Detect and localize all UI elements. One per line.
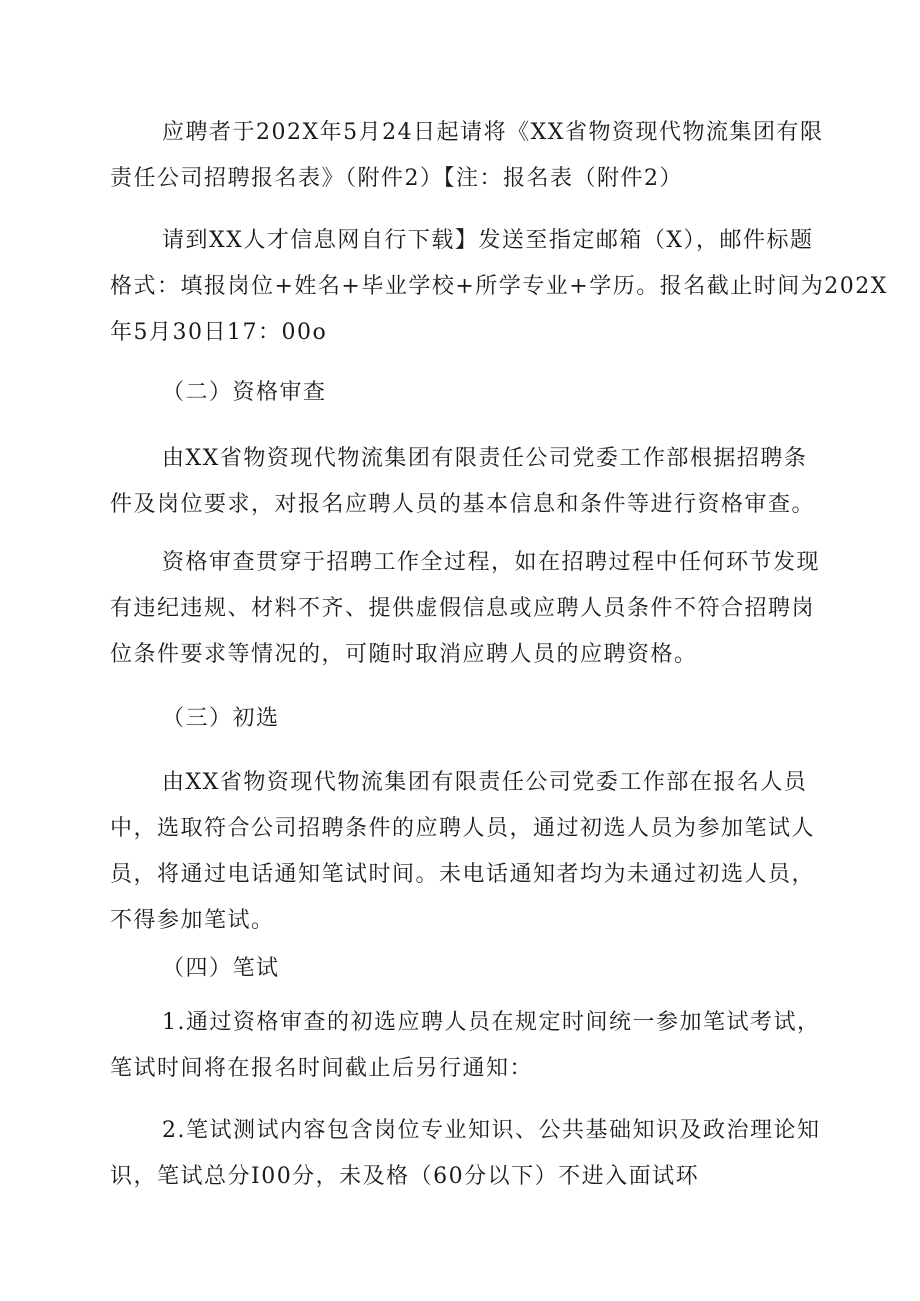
- paragraph-line: 资格审查贯穿于招聘工作全过程，如在招聘过程中任何环节发现: [162, 550, 821, 575]
- paragraph-line: 识，笔试总分I00分，未及格（60分以下）不进入面试环: [110, 1164, 700, 1189]
- paragraph-line: 格式：填报岗位+姓名+毕业学校+所学专业+学历。报名截止时间为202X: [110, 274, 888, 299]
- paragraph-download-and-email: [110, 218, 888, 356]
- heading-text: （三）初选: [162, 706, 280, 731]
- paragraph-written-test-2: [110, 1108, 822, 1200]
- paragraph-line: 1.通过资格审查的初选应聘人员在规定时间统一参加笔试考试，: [162, 1010, 821, 1035]
- section-heading-qualification-review: [110, 370, 822, 416]
- paragraph-review-throughout: [110, 540, 822, 678]
- paragraph-qualification-review: [110, 436, 822, 528]
- paragraph-line: 笔试时间将在报名时间截止后另行通知：: [110, 1056, 534, 1081]
- paragraph-line: 中，选取符合公司招聘条件的应聘人员，通过初选人员为参加笔试人: [110, 816, 816, 841]
- paragraph-line: 应聘者于202X年5月24日起请将《XX省物资现代物流集团有限: [162, 120, 824, 145]
- paragraph-line: 年5月30日17：00o: [110, 320, 328, 345]
- paragraph-line: 由XX省物资现代物流集团有限责任公司党委工作部在报名人员: [162, 770, 808, 795]
- paragraph-line: 由XX省物资现代物流集团有限责任公司党委工作部根据招聘条: [162, 446, 808, 471]
- paragraph-preliminary-selection: [110, 760, 822, 944]
- paragraph-line: 件及岗位要求，对报名应聘人员的基本信息和条件等进行资格审查。: [110, 492, 816, 517]
- heading-text: （二）资格审查: [162, 380, 327, 405]
- paragraph-line: 位条件要求等情况的，可随时取消应聘人员的应聘资格。: [110, 642, 698, 667]
- paragraph-line: 有违纪违规、材料不齐、提供虚假信息或应聘人员条件不符合招聘岗: [110, 596, 816, 621]
- section-heading-written-test: [110, 946, 822, 992]
- heading-text: （四）笔试: [162, 956, 280, 981]
- paragraph-application-submission: [110, 110, 822, 202]
- section-heading-preliminary-selection: [110, 696, 822, 742]
- paragraph-line: 责任公司招聘报名表》（附件2）【注：报名表（附件2）: [110, 166, 683, 191]
- paragraph-written-test-1: [110, 1000, 822, 1092]
- paragraph-line: 员，将通过电话通知笔试时间。未电话通知者均为未通过初选人员，: [110, 862, 816, 887]
- paragraph-line: 请到XX人才信息网自行下载】发送至指定邮箱（X），邮件标题: [162, 228, 814, 253]
- paragraph-line: 2.笔试测试内容包含岗位专业知识、公共基础知识及政治理论知: [162, 1118, 821, 1143]
- paragraph-line: 不得参加笔试。: [110, 908, 275, 933]
